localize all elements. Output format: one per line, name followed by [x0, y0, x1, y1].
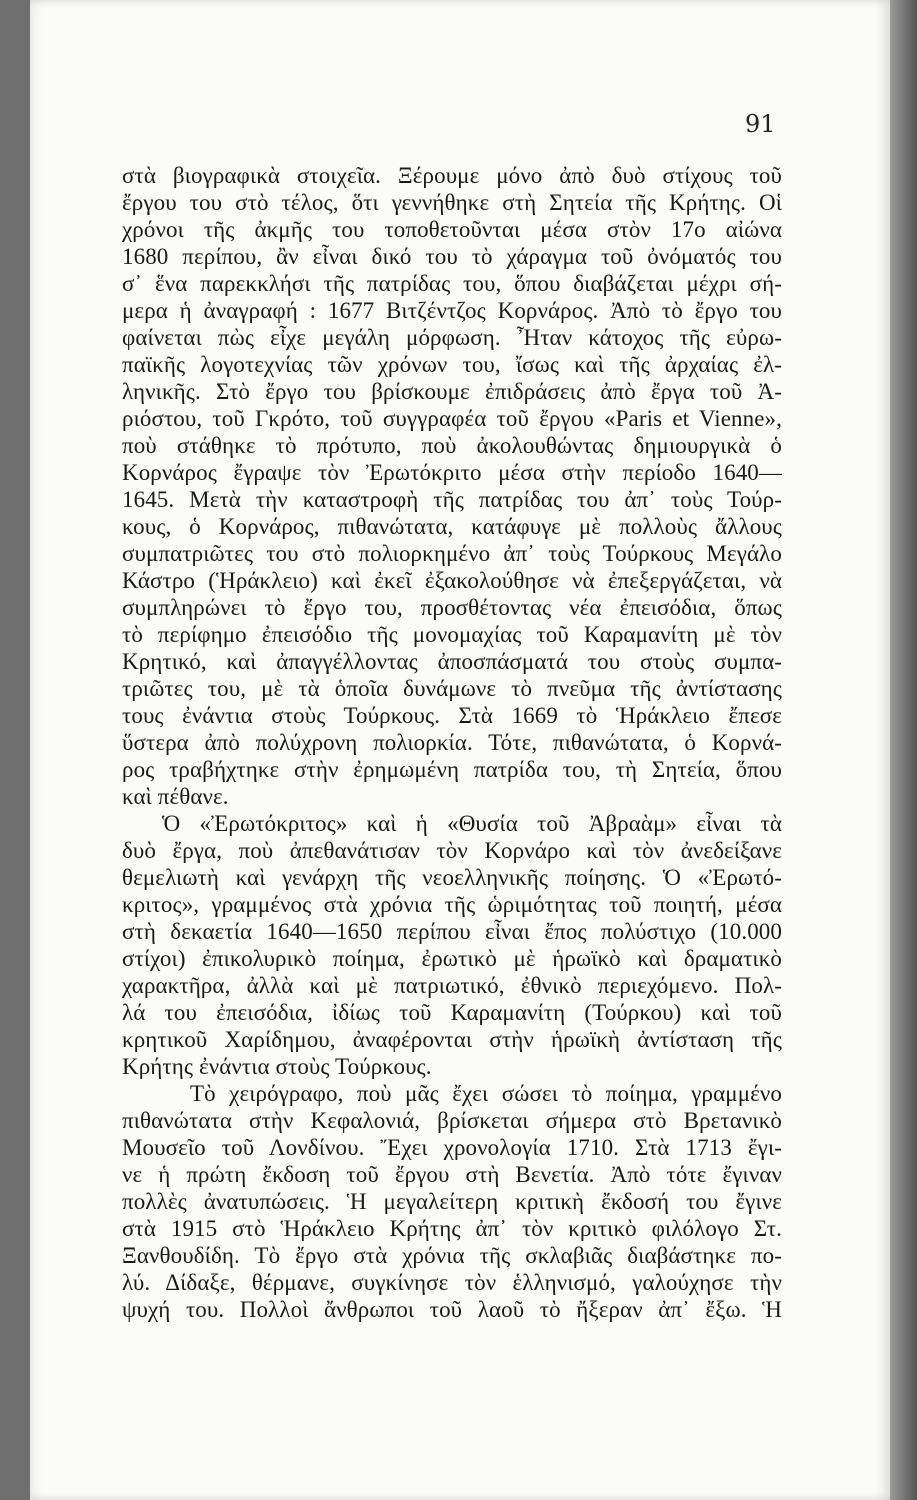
text-line: συμπληρώνει τὸ ἔργο του, προσθέτοντας νέα ἐπεισόδια, ὅπως: [122, 595, 782, 620]
text-line: στὰ βιογραφικὰ στοιχεῖα. Ξέρουμε μόνο ἀπὸ δυὸ στίχους τοῦ: [122, 163, 782, 188]
text-line: παϊκῆς λογοτεχνίας τῶν χρόνων του, ἴσως καὶ τῆς ἀρχαίας ἐλ-: [122, 352, 782, 377]
text-line: λύ. Δίδαξε, θέρμανε, συγκίνησε τὸν ἑλληνισμό, γαλούχησε τὴν: [122, 1270, 782, 1295]
text-line: συμπατριῶτες του στὸ πολιορκημένο ἀπ᾽ τοὺς Τούρκους Μεγάλο: [122, 541, 782, 566]
text-line: ἔργου του στὸ τέλος, ὅτι γεννήθηκε στὴ Σητεία τῆς Κρήτης. Οἱ: [122, 190, 782, 215]
book-page: [30, 0, 890, 1500]
text-line: ρος τραβήχτηκε στὴν ἐρημωμένη πατρίδα του, τὴ Σητεία, ὅπου: [122, 757, 782, 782]
text-line: Κρήτης ἐνάντια στοὺς Τούρκους.: [122, 1054, 432, 1079]
text-line: σ᾽ ἕνα παρεκκλήσι τῆς πατρίδας του, ὅπου διαβάζεται μέχρι σή-: [122, 271, 782, 296]
text-line: Μουσεῖο τοῦ Λονδίνου. Ἔχει χρονολογία 1710. Στὰ 1713 ἔγι-: [122, 1135, 782, 1160]
text-line: τους ἐνάντια στοὺς Τούρκους. Στὰ 1669 τὸ Ἡράκλειο ἔπεσε: [122, 703, 782, 728]
text-line: νε ἡ πρώτη ἔκδοση τοῦ ἔργου στὴ Βενετία. Ἀπὸ τότε ἔγιναν: [122, 1162, 782, 1187]
text-line: κριτος», γραμμένος στὰ χρόνια τῆς ὡριμότητας τοῦ ποιητή, μέσα: [122, 892, 782, 917]
text-line: ποὺ στάθηκε τὸ πρότυπο, ποὺ ἀκολουθώντας δημιουργικὰ ὁ: [122, 433, 782, 458]
text-line: Ξανθουδίδη. Τὸ ἔργο στὰ χρόνια τῆς σκλαβιᾶς διαβάστηκε πο-: [122, 1243, 782, 1268]
text-line: στὰ 1915 στὸ Ἡράκλειο Κρήτης ἀπ᾽ τὸν κριτικὸ φιλόλογο Στ.: [122, 1216, 782, 1241]
text-line: Τὸ χειρόγραφο, ποὺ μᾶς ἔχει σώσει τὸ ποίημα, γραμμένο: [190, 1081, 782, 1106]
text-line: κρητικοῦ Χαρίδημου, ἀναφέρονται στὴν ἡρωϊκὴ ἀντίσταση τῆς: [122, 1027, 782, 1052]
text-line: χαρακτῆρα, ἀλλὰ καὶ μὲ πατριωτικό, ἐθνικὸ περιεχόμενο. Πολ-: [122, 973, 782, 998]
text-line: φαίνεται πὼς εἶχε μεγάλη μόρφωση. Ἦταν κάτοχος τῆς εὐρω-: [122, 325, 782, 350]
text-line: Κρητικό, καὶ ἀπαγγέλλοντας ἀποσπάσματά του στοὺς συμπα-: [122, 649, 782, 674]
text-line: ὕστερα ἀπὸ πολύχρονη πολιορκία. Τότε, πιθανώτατα, ὁ Κορνά-: [122, 730, 782, 755]
text-line: μερα ἡ ἀναγραφή : 1677 Βιτζέντζος Κορνάρος. Ἀπὸ τὸ ἔργο του: [122, 298, 782, 323]
text-line: Κάστρο (Ἡράκλειο) καὶ ἐκεῖ ἐξακολούθησε νὰ ἐπεξεργάζεται, νὰ: [122, 568, 782, 593]
text-line: 1680 περίπου, ἂν εἶναι δικό του τὸ χάραγμα τοῦ ὀνόματός του: [122, 244, 782, 269]
text-line: λά του ἐπεισόδια, ἰδίως τοῦ Καραμανίτη (Τούρκου) καὶ τοῦ: [122, 1000, 782, 1025]
text-line: καὶ πέθανε.: [122, 784, 229, 809]
text-line: ριόστου, τοῦ Γκρότο, τοῦ συγγραφέα τοῦ ἔργου «Paris et Vienne»,: [122, 406, 782, 431]
text-line: στίχοι) ἐπικολυρικὸ ποίημα, ἐρωτικὸ μὲ ἡρωϊκὸ καὶ δραματικὸ: [122, 946, 782, 971]
text-line: ληνικῆς. Στὸ ἔργο του βρίσκουμε ἐπιδράσεις ἀπὸ ἔργα τοῦ Ἀ-: [122, 379, 782, 404]
text-line: 1645. Μετὰ τὴν καταστροφὴ τῆς πατρίδας του ἀπ᾽ τοὺς Τούρ-: [122, 487, 782, 512]
text-line: τὸ περίφημο ἐπεισόδιο τῆς μονομαχίας τοῦ Καραμανίτη μὲ τὸν: [122, 622, 782, 647]
text-line: πολλὲς ἀνατυπώσεις. Ἡ μεγαλείτερη κριτικὴ ἔκδοσή του ἔγινε: [122, 1189, 782, 1214]
book-edge: [890, 0, 917, 1500]
text-line: χρόνοι τῆς ἀκμῆς του τοποθετοῦνται μέσα στὸν 17ο αἰώνα: [122, 217, 782, 242]
text-line: στὴ δεκαετία 1640—1650 περίπου εἶναι ἔπος πολύστιχο (10.000: [122, 919, 782, 944]
text-line: ψυχή του. Πολλοὶ ἄνθρωποι τοῦ λαοῦ τὸ ἤξεραν ἀπ᾽ ἔξω. Ἡ: [122, 1297, 782, 1322]
text-line: Ὁ «Ἐρωτόκριτος» καὶ ἡ «Θυσία τοῦ Ἀβραὰμ» εἶναι τὰ: [162, 811, 782, 836]
text-line: Κορνάρος ἔγραψε τὸν Ἐρωτόκριτο μέσα στὴν περίοδο 1640—: [122, 460, 782, 485]
page-number: 91: [745, 110, 776, 138]
text-line: θεμελιωτὴ καὶ γενάρχη τῆς νεοελληνικῆς ποίησης. Ὁ «Ἐρωτό-: [122, 865, 782, 890]
text-line: κους, ὁ Κορνάρος, πιθανώτατα, κατάφυγε μὲ πολλοὺς ἄλλους: [122, 514, 782, 539]
text-line: τριῶτες του, μὲ τὰ ὁποῖα δυνάμωνε τὸ πνεῦμα τῆς ἀντίστασης: [122, 676, 782, 701]
text-line: δυὸ ἔργα, ποὺ ἀπεθανάτισαν τὸν Κορνάρο καὶ τὸν ἀνεδείξανε: [122, 838, 782, 863]
body-text: [122, 162, 782, 1323]
text-line: πιθανώτατα στὴν Κεφαλονιά, βρίσκεται σήμερα στὸ Βρετανικὸ: [122, 1108, 782, 1133]
